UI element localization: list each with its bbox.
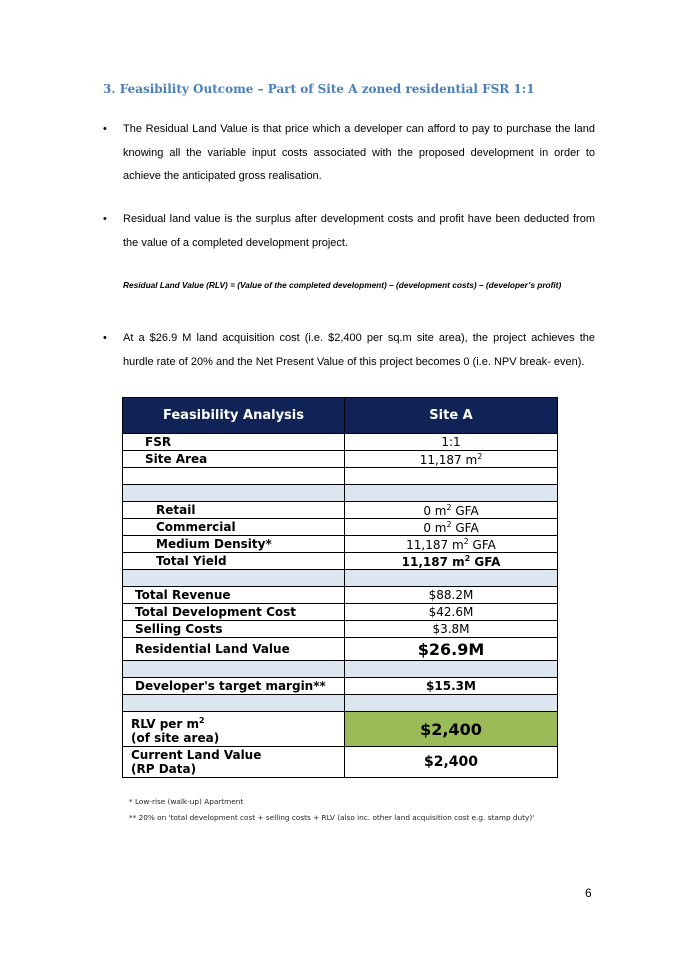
- label-current-land-value: Current Land Value (RP Data): [123, 747, 345, 778]
- value-total-development-cost: $42.6M: [345, 604, 558, 621]
- value-commercial: 0 $m^2$ GFA: [345, 519, 558, 536]
- label-residential-land-value: Residential Land Value: [123, 638, 345, 661]
- label-total-revenue: Total Revenue: [123, 587, 345, 604]
- rlv-formula: Residual Land Value (RLV) = (Value of the completed development) – (development costs) – (developer’s profit): [123, 280, 562, 290]
- label-retail: Retail: [123, 502, 345, 519]
- row-rlv-per-m2: [123, 712, 558, 747]
- value-total-revenue: $88.2M: [345, 587, 558, 604]
- label-total-development-cost: Total Development Cost: [123, 604, 345, 621]
- row-spacer: [123, 661, 558, 678]
- bullet-icon: •: [103, 123, 107, 135]
- value-developer-target-margin: $15.3M: [345, 678, 558, 695]
- row-medium-density: [123, 536, 558, 553]
- label-medium-density: Medium Density*: [123, 536, 345, 553]
- footnote-low-rise: * Low-rise (walk-up) Apartment: [129, 797, 244, 806]
- bullet-land-acquisition: [103, 327, 595, 374]
- bullet-text: The Residual Land Value is that price which a developer can afford to pay to purchase the land knowing all the variable input costs associated with the proposed development in order to achieve the anticipated gross realisation.: [123, 123, 595, 182]
- row-spacer: [123, 570, 558, 587]
- value-retail: 0 $m^2$ GFA: [345, 502, 558, 519]
- row-current-land-value: [123, 747, 558, 778]
- row-total-yield: [123, 553, 558, 570]
- value-selling-costs: $3.8M: [345, 621, 558, 638]
- label-developer-target-margin: Developer's target margin**: [123, 678, 345, 695]
- bullet-text: Residual land value is the surplus after development costs and profit have been deducted from the value of a completed development project.: [123, 213, 595, 249]
- value-medium-density: 11,187 $m^2$ GFA: [345, 536, 558, 553]
- label-fsr: FSR: [123, 434, 345, 451]
- value-site-area: 11,187 $m^2$: [345, 451, 558, 468]
- page-number: 6: [585, 886, 592, 900]
- footnote-target-margin: ** 20% on 'total development cost + selling costs + RLV (also inc. other land acquisition cost e.g. stamp duty)': [129, 813, 535, 822]
- label-commercial: Commercial: [123, 519, 345, 536]
- label-total-yield: Total Yield: [123, 553, 345, 570]
- value-current-land-value: $2,400: [345, 747, 558, 778]
- row-developer-target-margin: [123, 678, 558, 695]
- row-total-revenue: [123, 587, 558, 604]
- row-total-development-cost: [123, 604, 558, 621]
- row-residential-land-value: [123, 638, 558, 661]
- row-fsr: [123, 434, 558, 451]
- section-heading: 3. Feasibility Outcome – Part of Site A zoned residential FSR 1:1: [103, 82, 535, 96]
- bullet-icon: •: [103, 332, 107, 344]
- value-residential-land-value: $26.9M: [345, 638, 558, 661]
- bullet-residual-definition: [103, 118, 595, 189]
- row-blank: [123, 468, 558, 485]
- value-fsr: 1:1: [345, 434, 558, 451]
- bullet-residual-surplus: [103, 208, 595, 255]
- header-feasibility-analysis: Feasibility Analysis: [123, 398, 345, 434]
- table-header-row: [123, 398, 558, 434]
- label-rlv-per-m2: RLV per $m^2$ (of site area): [123, 712, 345, 747]
- header-site-a: Site A: [345, 398, 558, 434]
- feasibility-table: [122, 397, 558, 778]
- label-site-area: Site Area: [123, 451, 345, 468]
- label-selling-costs: Selling Costs: [123, 621, 345, 638]
- row-spacer: [123, 485, 558, 502]
- bullet-icon: •: [103, 213, 107, 225]
- row-spacer: [123, 695, 558, 712]
- row-retail: [123, 502, 558, 519]
- row-commercial: [123, 519, 558, 536]
- value-total-yield: 11,187 $m^2$ GFA: [345, 553, 558, 570]
- bullet-text: At a $26.9 M land acquisition cost (i.e. $2,400 per sq.m site area), the project achieves the hurdle rate of 20% and the Net Present Value of this project becomes 0 (i.e. NPV break- even).: [123, 332, 595, 368]
- row-selling-costs: [123, 621, 558, 638]
- value-rlv-per-m2: $2,400: [345, 712, 558, 747]
- row-site-area: [123, 451, 558, 468]
